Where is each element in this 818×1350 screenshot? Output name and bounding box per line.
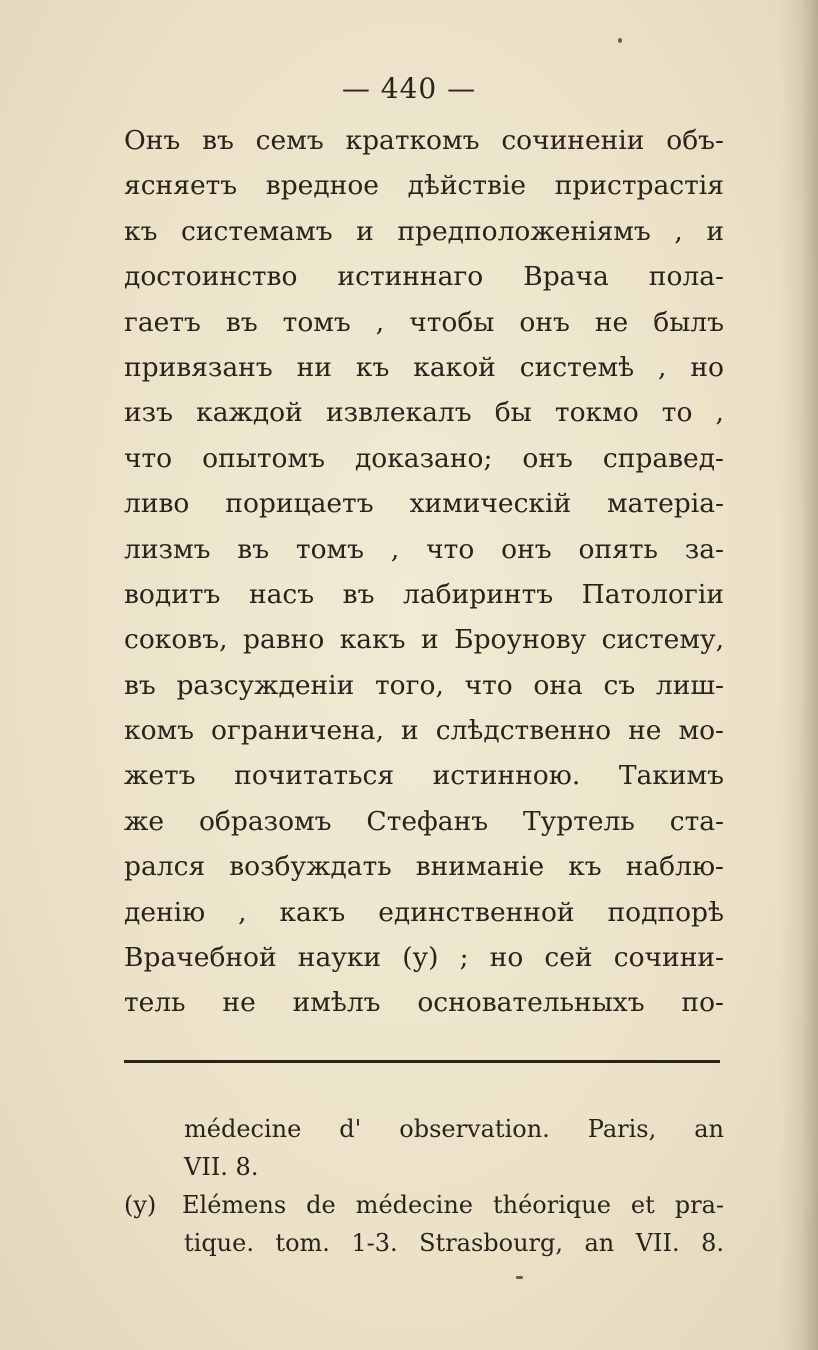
text-line: жетъ почитаться истинною. Такимъ [124,760,724,792]
footnote-continuation-line: VII. 8. [184,1153,259,1181]
footnote-continuation-line: tique. tom. 1-3. Strasbourg, an VII. 8. [184,1229,724,1257]
text-line: ясняетъ вредное дѣйствіе пристрастія [124,170,724,202]
text-line: въ разсужденіи того, что она съ лиш- [124,669,724,701]
footnote-y [124,1186,724,1224]
page-edge-shadow [780,0,818,1350]
text-line: денію , какъ единственной подпорѣ [124,896,724,928]
text-line: комъ ограничена, и слѣдственно не мо- [124,715,724,747]
text-line: достоинство истиннаго Врача пола- [124,261,724,293]
main-text [124,118,724,1026]
footnote-continuation-line: médecine d' observation. Paris, an [184,1115,724,1143]
page-number: — 440 — [341,72,477,105]
text-line: гаетъ въ томъ , чтобы онъ не былъ [124,306,724,338]
text-line: рался возбуждать вниманіе къ наблю- [124,851,724,883]
footnotes [124,1110,724,1262]
text-line: къ системамъ и предположеніямъ , и [124,215,724,247]
text-line: лизмъ въ томъ , что онъ опять за- [124,533,724,565]
text-line: ливо порицаетъ химическій матеріа- [124,488,724,520]
text-line: соковъ, равно какъ и Броунову систему, [124,624,724,656]
text-line: что опытомъ доказано; онъ справед- [124,442,724,474]
footnote-separator [124,1060,720,1063]
text-line: водитъ насъ въ лабиринтъ Патологіи [124,578,724,610]
text-line: Врачебной науки (у) ; но сей сочини- [124,942,724,974]
text-line: привязанъ ни къ какой системѣ , но [124,351,724,383]
footnote-marker: (y) [124,1191,157,1219]
paper-speck [618,38,622,43]
text-line: изъ каждой извлекалъ бы токмо то , [124,397,724,429]
text-line: тель не имѣлъ основательныхъ по- [124,987,724,1019]
text-line: же образомъ Стефанъ Туртель ста- [124,805,724,837]
paper-speck [516,1276,523,1279]
footnote-text: Elémens de médecine théorique et pra- [182,1191,724,1219]
text-line: Онъ въ семъ краткомъ сочиненіи объ- [124,125,724,156]
